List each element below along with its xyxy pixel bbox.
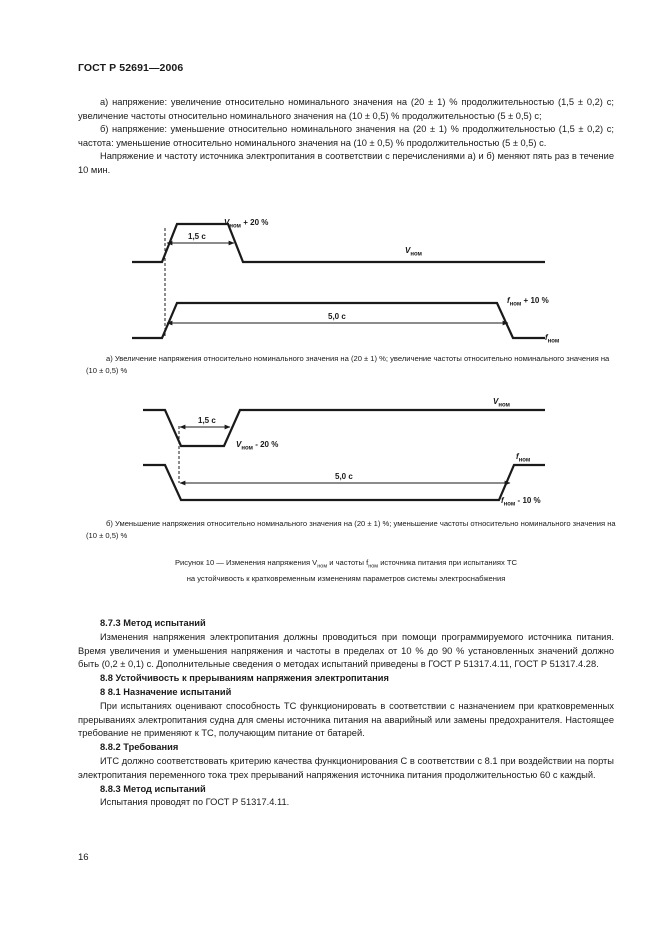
duration-v-label-a: 1,5 с [188, 232, 206, 241]
duration-f-label-b: 5,0 с [335, 472, 353, 481]
repeat-text: Напряжение и частоту источника электропитания в соответствии с перечислениями а) и б) меняют пять раз в течение 10 мин. [78, 151, 614, 175]
sections-block [78, 617, 614, 810]
f-nom-label-b: $f_{ном}$ [516, 452, 531, 464]
section-881-text: При испытаниях оценивают способность ТС функционировать в соответствии с назначением при кратковременных прерываниях электропитания судна для смены источника питания на аварийный или замены предохранителя. Настоящее требование не применяют к ТС, получающим питание от батарей. [78, 700, 614, 739]
v-nom-label-b: $V_{ном}$ [493, 397, 510, 409]
document-header: ГОСТ Р 52691—2006 [78, 62, 184, 74]
caption-a: а) Увеличение напряжения относительно номинального значения на (20 ± 1) %; увеличение частоты относительно номинального значения на (10 ± 0,5) % [86, 354, 610, 375]
section-873-text: Изменения напряжения электропитания должны проводиться при помощи программируемого источника питания. Время увеличения и уменьшения напряжения и частоты в пределах от 10 % до 90 % установленных значений должно быть (0,2 ± 0,1) с. Дополнительные сведения о методах испытаний приведены в ГОСТ Р 51317.4.11, ГОСТ Р 51317.4.28. [78, 631, 614, 670]
item-b-text: б) напряжение: уменьшение относительно номинального значения на (20 ± 1) % продолжительностью (1,5 ± 0,2) с; частота: уменьшение относительно номинального значения на (10 ± 0,5) % продолжительностью (5 ± 0,5) с. [78, 124, 614, 148]
section-882-text: ИТС должно соответствовать критерию качества функционирования С в соответствии с 8.1 при воздействии на порты электропитания переменного тока трех прерываний напряжения источника питания продолжительностью 60 с каждый. [78, 755, 614, 780]
section-883-title: 8.8.3 Метод испытаний [100, 783, 206, 794]
section-88-title: 8.8 Устойчивость к прерываниям напряжения электропитания [100, 673, 389, 684]
v-peak-label-a: $V_{ном} + 20$ % [224, 218, 269, 230]
section-882-title: 8.8.2 Требования [100, 742, 179, 753]
f-nom-label-a: $f_{ном}$ [545, 333, 560, 345]
f-peak-label-a: $f_{ном} + 10$ % [507, 296, 549, 308]
duration-v-label-b: 1,5 с [198, 416, 216, 425]
section-873-title: 8.7.3 Метод испытаний [100, 618, 206, 628]
v-low-label-b: $V_{ном} - 20$ % [236, 440, 279, 452]
caption-b: б) Уменьшение напряжения относительно номинального значения на (20 ± 1) %; уменьшение частоты относительно номинального значения на (10 ± 0,5) % [86, 519, 616, 540]
section-881-title: 8 8.1 Назначение испытаний [100, 686, 232, 697]
f-low-label-b: $f_{ном} - 10$ % [501, 496, 541, 508]
v-nom-label-a: $V_{ном}$ [405, 246, 422, 258]
page-number: 16 [78, 852, 89, 863]
figure-title: Рисунок 10 — Изменения напряжения $V_{ном}$ и частоты $f_{ном}$ источника питания при испытаниях ТС на устойчивость к кратковременным изменениям параметров системы электроснабжения [174, 558, 518, 584]
section-883-text: Испытания проводят по ГОСТ Р 51317.4.11. [100, 797, 290, 808]
item-a-text: а) напряжение: увеличение относительно номинального значения на (20 ± 1) % продолжительностью (1,5 ± 0,2) с; увеличение частоты относительно номинального значения на (10 ± 0,5) % продолжительностью (5 ± 0,5) с; [78, 97, 614, 121]
duration-f-label-a: 5,0 с [328, 312, 346, 321]
